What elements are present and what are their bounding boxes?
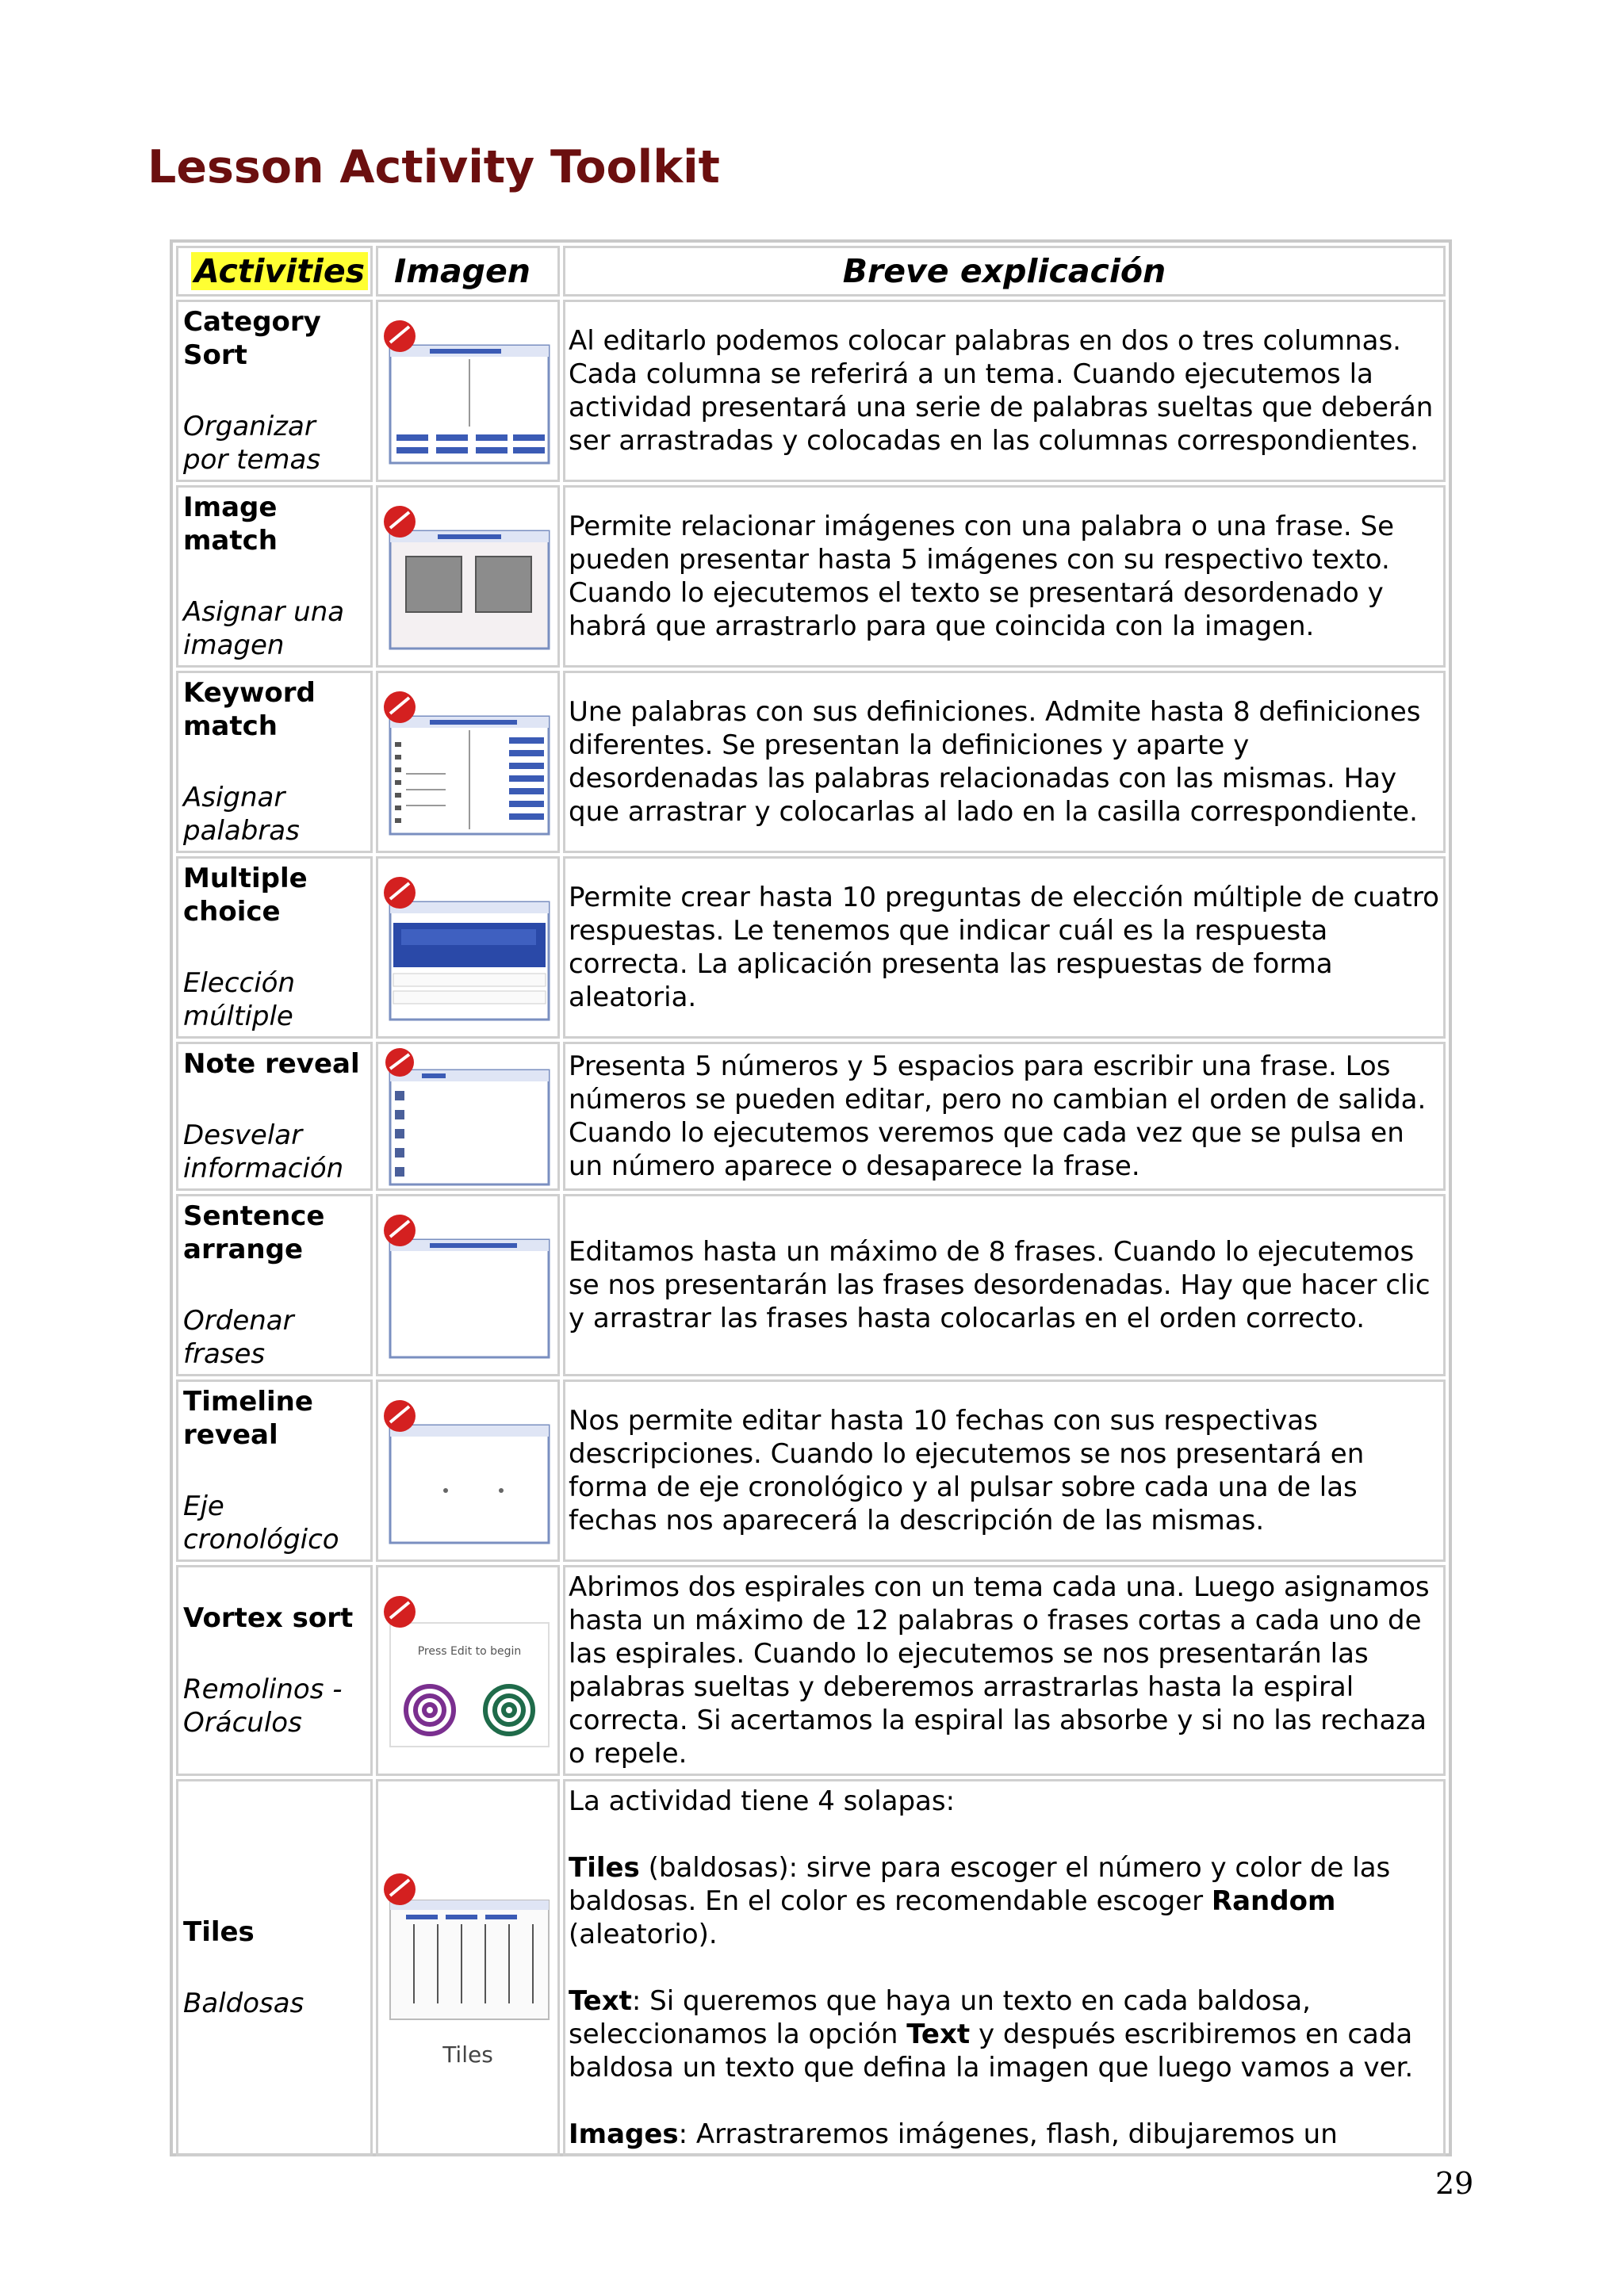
note-reveal-thumbnail [382,1047,553,1186]
keyword-match-thumbnail [382,687,553,837]
activity-description: Une palabras con sus definiciones. Admite hasta 8 definiciones diferentes. Se presentan la definiciones y aparte y desordenadas las palabras relacionadas con las mismas. Hay que arrastrar y colocarlas al lado en la casilla correspondiente. [563,671,1446,853]
multiple-choice-thumbnail [382,872,553,1023]
table-row [176,1194,1446,1376]
activity-translation: Asignar una imagen [183,596,345,661]
activity-name: Note reveal [183,1048,360,1080]
activity-description [563,1779,1446,2156]
activity-description: Permite relacionar imágenes con una palabra o una frase. Se pueden presentar hasta 5 imágenes con su respectivo texto. Cuando lo ejecutemos el texto se presentará desordenado y habrá que arrastrarlo para que coincida con la imagen. [563,485,1446,668]
table-row [176,671,1446,853]
sentence-arrange-thumbnail [382,1210,553,1360]
header-description: Breve explicación [563,246,1446,297]
activity-description: Nos permite editar hasta 10 fechas con sus respectivas descripciones. Cuando lo ejecutemos se nos presentará en forma de eje cronológico y al pulsar sobre cada una de las fechas nos aparecerá la descripción de las mismas. [563,1380,1446,1562]
activities-table [170,239,1452,2156]
table-row [176,300,1446,482]
tiles-paragraph-2: Text: Si queremos que haya un texto en cada baldosa, seleccionamos la opción Text y después escribiremos en cada baldosa un texto que defina la imagen que luego vamos a ver. [569,1985,1414,2084]
page-title: Lesson Activity Toolkit [147,141,720,193]
table-row [176,485,1446,668]
table-row [176,1380,1446,1562]
header-image: Imagen [376,246,560,297]
header-activities: Activities [176,246,373,297]
table-row [176,1779,1446,2156]
activity-translation: Remolinos - Oráculos [183,1674,343,1739]
activity-name: Image match [183,492,278,557]
activity-translation: Ordenar frases [183,1305,294,1370]
activity-translation: Baldosas [183,1988,304,2019]
activity-name: Multiple choice [183,863,308,928]
tiles-thumbnail-caption: Tiles [442,2041,493,2068]
vortex-sort-thumbnail [382,1591,553,1750]
table-row [176,1042,1446,1191]
activity-translation: Eje cronológico [183,1490,339,1556]
tiles-paragraph-1: Tiles (baldosas): sirve para escoger el número y color de las baldosas. En el color es recomendable escoger Random (aleatorio). [569,1852,1391,1950]
activity-description: Permite crear hasta 10 preguntas de elección múltiple de cuatro respuestas. Le tenemos que indicar cuál es la respuesta correcta. La aplicación presenta las respuestas de forma aleatoria. [563,856,1446,1039]
activity-translation: Desvelar información [183,1119,344,1184]
tiles-intro: La actividad tiene 4 solapas: [569,1785,956,1817]
image-match-thumbnail [382,501,553,652]
activity-description: Presenta 5 números y 5 espacios para escribir una frase. Los números se pueden editar, pero no cambian el orden de salida. Cuando lo ejecutemos veremos que cada vez que se pulsa en un número aparece o desaparece la frase. [563,1042,1446,1191]
tiles-paragraph-3: Images: Arrastraremos imágenes, flash, dibujaremos un [569,2118,1338,2150]
activity-translation: Organizar por temas [183,411,321,476]
page-number: 29 [1435,2166,1474,2201]
activity-name: Vortex sort [183,1602,354,1634]
activity-name: Tiles [183,1916,255,1948]
table-row [176,856,1446,1039]
vortex-thumb-caption: Press Edit to begin [417,1645,522,1658]
activity-name: Sentence arrange [183,1200,325,1265]
activity-description: Abrimos dos espirales con un tema cada una. Luego asignamos hasta un máximo de 12 palabras o frases cortas a cada uno de las espirales. Cuando lo ejecutemos se nos presentarán las palabras sueltas y deberemos arrastrarlas hasta la espiral correcta. Si acertamos la espiral las absorbe y si no las rechaza o repele. [563,1565,1446,1776]
category-sort-thumbnail [382,316,553,466]
activity-name: Timeline reveal [183,1386,313,1451]
activity-name: Category Sort [183,306,321,371]
timeline-reveal-thumbnail [382,1395,553,1546]
tiles-thumbnail [382,1869,553,2035]
activity-description: Al editarlo podemos colocar palabras en dos o tres columnas. Cada columna se referirá a un tema. Cuando ejecutemos la actividad presentará una serie de palabras sueltas que deberán ser arrastradas y colocadas en las columnas correspondientes. [563,300,1446,482]
table-row [176,1565,1446,1776]
activity-translation: Elección múltiple [183,967,296,1032]
activity-description: Editamos hasta un máximo de 8 frases. Cuando lo ejecutemos se nos presentarán las frases desordenadas. Hay que hacer clic y arrastrar las frases hasta colocarlas en el orden correcto. [563,1194,1446,1376]
activity-translation: Asignar palabras [183,782,300,847]
table-header-row [176,246,1446,297]
activity-name: Keyword match [183,677,316,742]
